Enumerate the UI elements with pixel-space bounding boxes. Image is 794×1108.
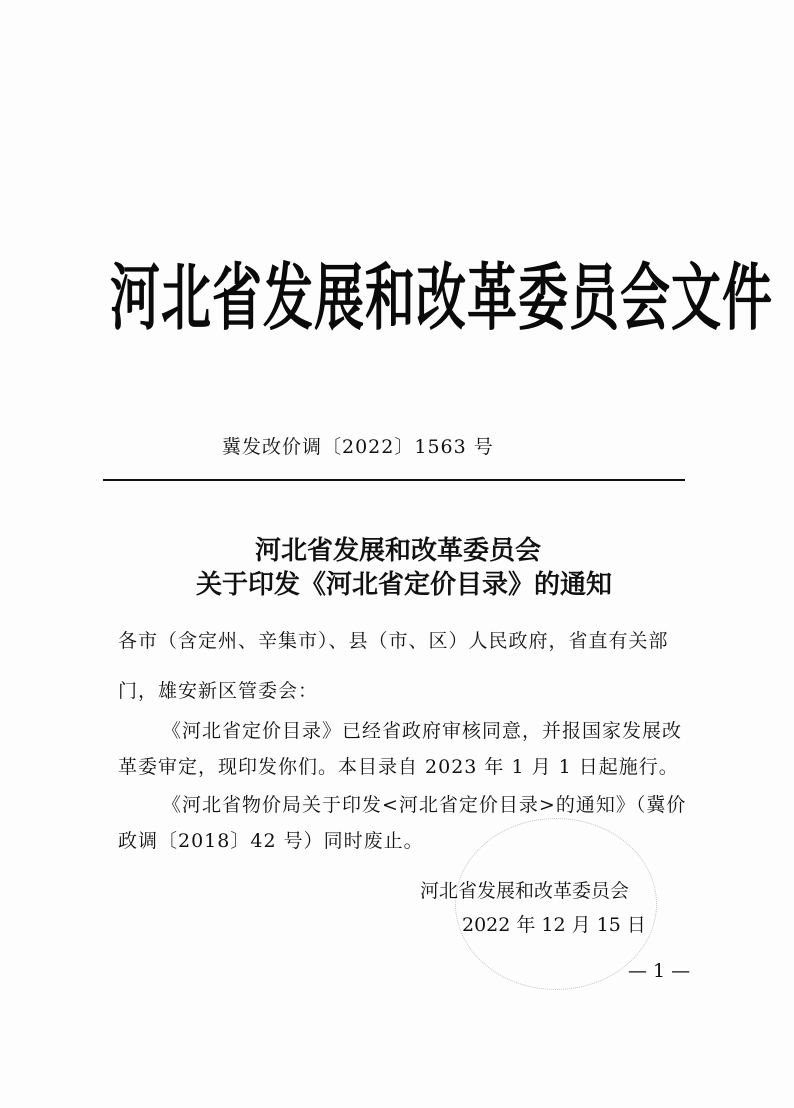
body-line-5: 《河北省物价局关于印发<河北省定价目录>的通知》（冀价 xyxy=(162,794,687,816)
body-line-4: 革委审定，现印发你们。本目录自 2023 年 1 月 1 日起施行。 xyxy=(118,756,679,778)
body-line-2: 门，雄安新区管委会： xyxy=(118,680,319,702)
header-divider xyxy=(103,479,685,481)
signature-date: 2022 年 12 月 15 日 xyxy=(462,914,646,936)
document-number: 冀发改价调〔2022〕1563 号 xyxy=(222,436,494,458)
page-number: — 1 — xyxy=(628,960,691,982)
body-line-1: 各市（含定州、辛集市）、县（市、区）人民政府，省直有关部 xyxy=(118,630,669,652)
official-seal-mark xyxy=(455,818,657,990)
notice-title-line-1: 河北省发展和改革委员会 xyxy=(254,536,541,566)
document-header-title: 河北省发展和改革委员会文件 xyxy=(110,256,773,341)
body-line-6: 政调〔2018〕42 号）同时废止。 xyxy=(118,830,424,852)
signature-organization: 河北省发展和改革委员会 xyxy=(420,880,630,902)
body-line-3: 《河北省定价目录》已经省政府审核同意，并报国家发展改 xyxy=(162,720,683,742)
notice-title-line-2: 关于印发《河北省定价目录》的通知 xyxy=(195,570,612,600)
